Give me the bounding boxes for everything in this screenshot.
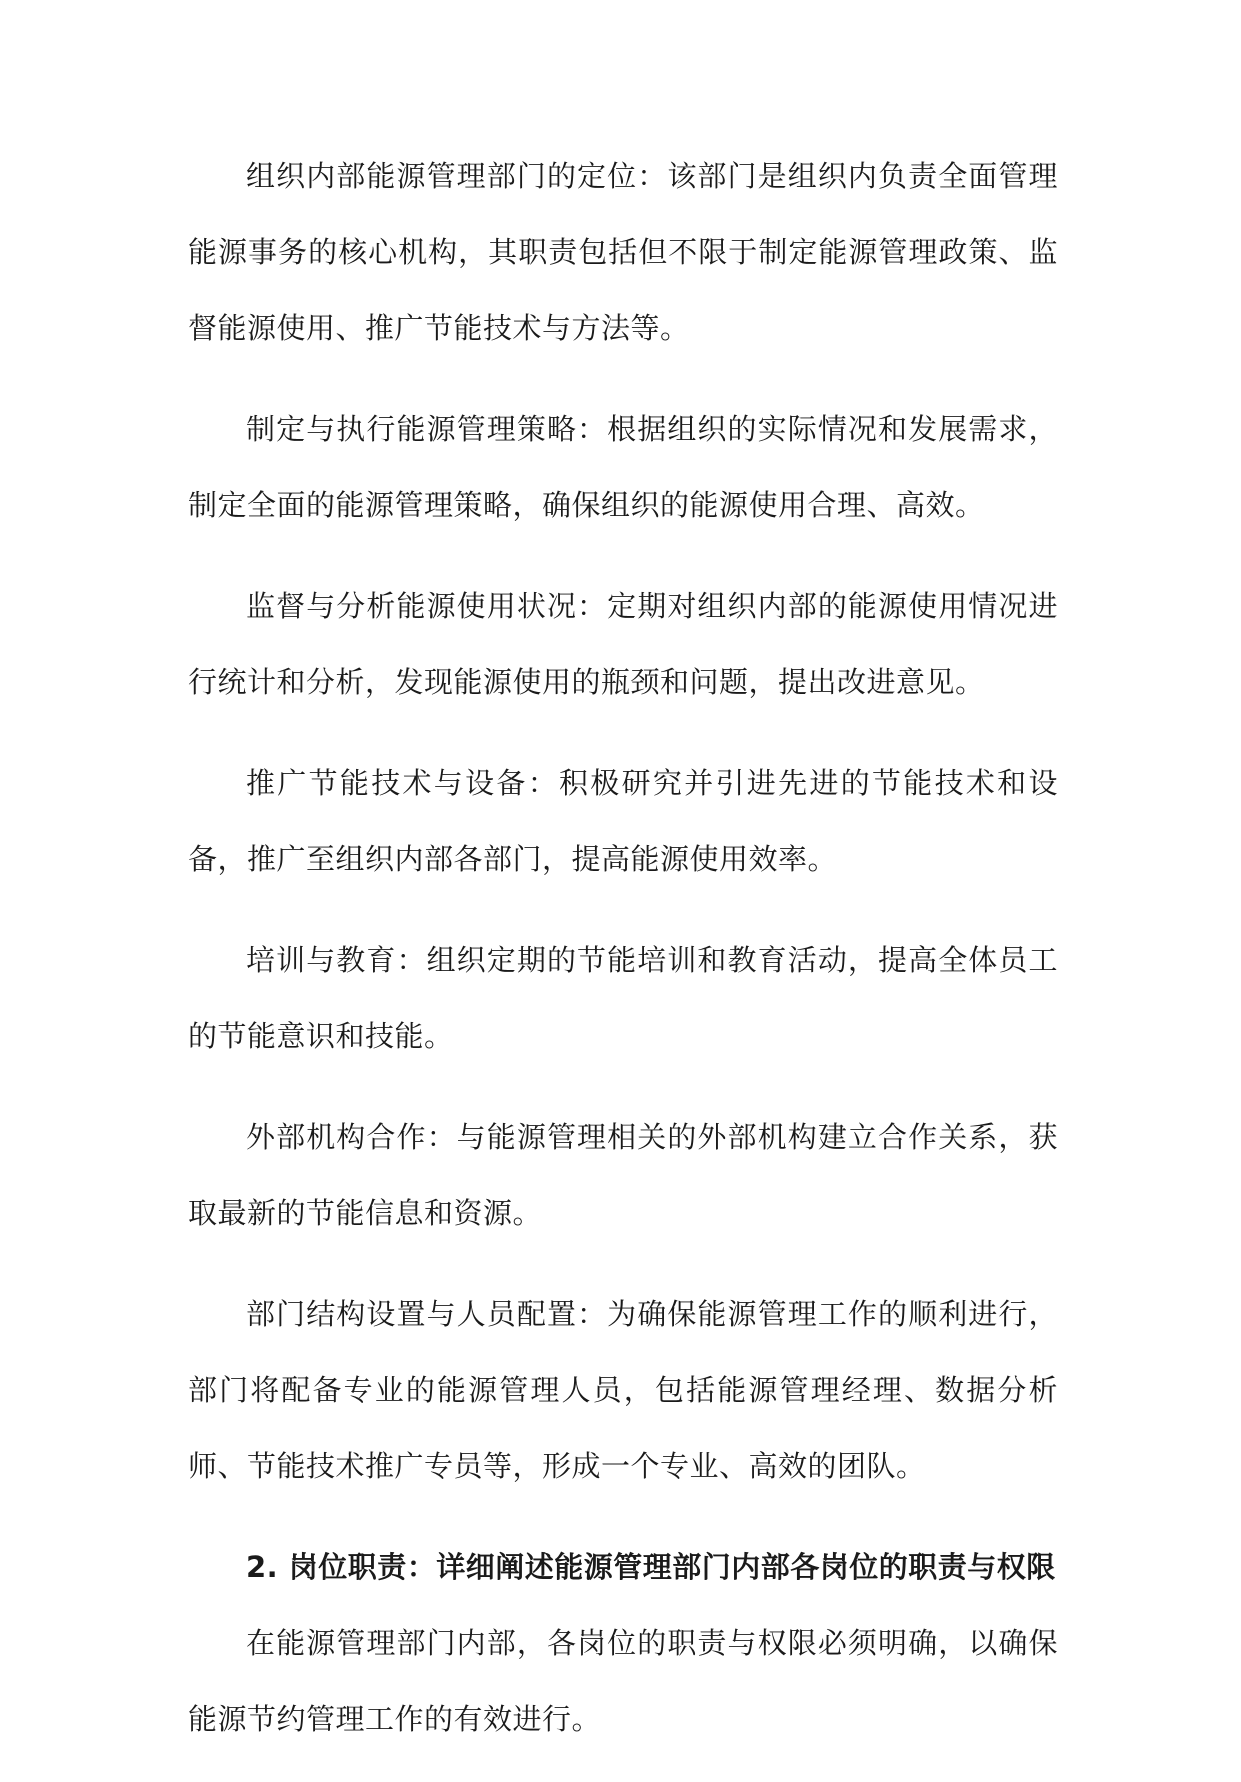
paragraph-training-education: 培训与教育：组织定期的节能培训和教育活动，提高全体员工的节能意识和技能。 xyxy=(188,943,1058,1053)
paragraph-department-positioning: 组织内部能源管理部门的定位：该部门是组织内负责全面管理能源事务的核心机构，其职责包括但不限于制定能源管理政策、监督能源使用、推广节能技术与方法等。 xyxy=(188,159,1058,345)
paragraph-external-cooperation: 外部机构合作：与能源管理相关的外部机构建立合作关系，获取最新的节能信息和资源。 xyxy=(188,1120,1058,1230)
paragraph-usage-monitoring: 监督与分析能源使用状况：定期对组织内部的能源使用情况进行统计和分析，发现能源使用的瓶颈和问题，提出改进意见。 xyxy=(188,589,1058,699)
paragraph-energy-strategy: 制定与执行能源管理策略：根据组织的实际情况和发展需求，制定全面的能源管理策略，确保组织的能源使用合理、高效。 xyxy=(188,412,1058,522)
paragraph-technology-promotion: 推广节能技术与设备：积极研究并引进先进的节能技术和设备，推广至组织内部各部门，提高能源使用效率。 xyxy=(188,766,1058,876)
document-body xyxy=(188,138,1058,1782)
paragraph-role-clarity: 在能源管理部门内部，各岗位的职责与权限必须明确，以确保能源节约管理工作的有效进行。 xyxy=(188,1626,1058,1736)
section-heading-job-responsibilities: 2. 岗位职责：详细阐述能源管理部门内部各岗位的职责与权限 xyxy=(246,1550,1056,1584)
paragraph-structure-staffing: 部门结构设置与人员配置：为确保能源管理工作的顺利进行，部门将配备专业的能源管理人员，包括能源管理经理、数据分析师、节能技术推广专员等，形成一个专业、高效的团队。 xyxy=(188,1297,1058,1483)
